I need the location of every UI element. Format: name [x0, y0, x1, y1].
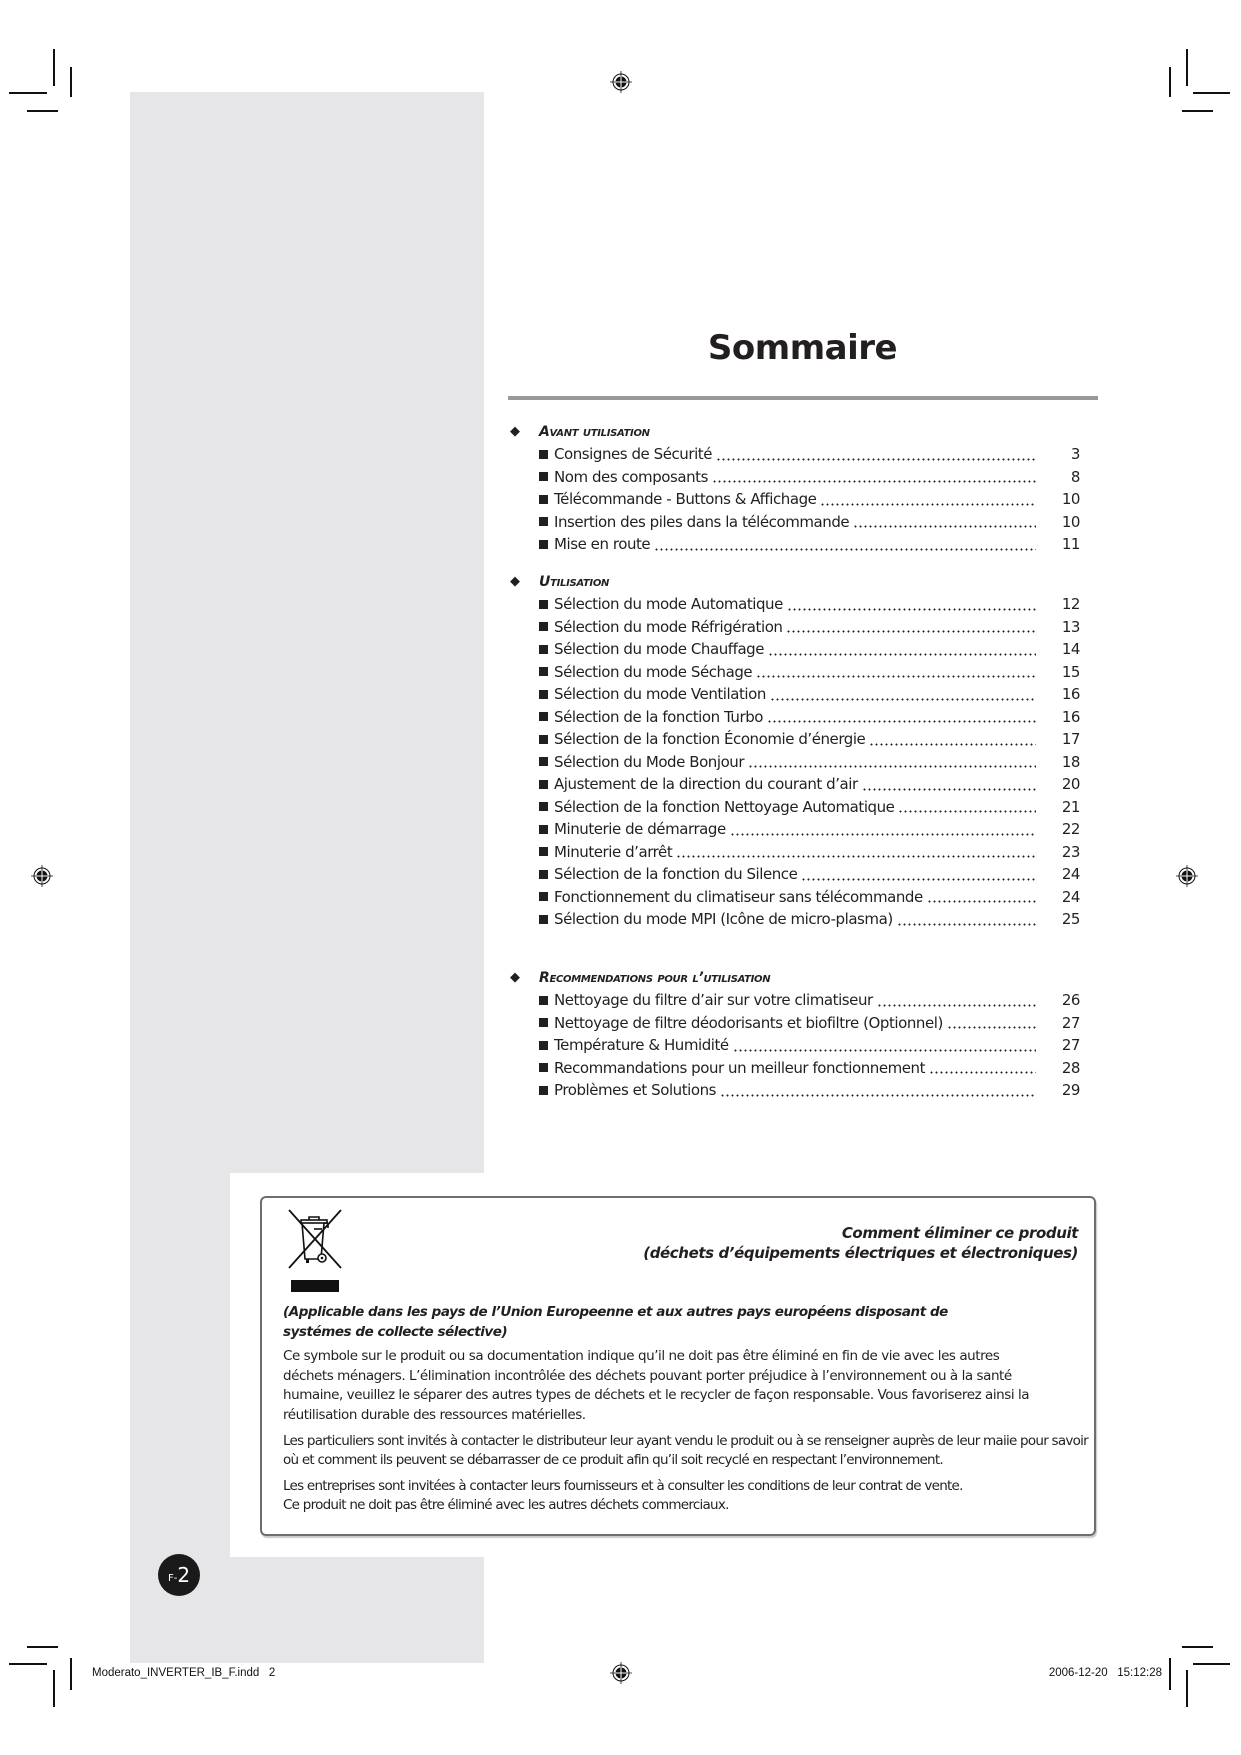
toc-entry-page: 11	[1061, 535, 1080, 553]
toc-entry-page: 18	[1061, 752, 1080, 771]
crop-mark	[53, 1670, 55, 1707]
toc-entry-label: Insertion des piles dans la télécommande	[554, 512, 850, 531]
dot-leader	[768, 653, 1036, 656]
toc-entry[interactable]	[506, 796, 1080, 819]
toc-entry-label: Sélection du mode Automatique	[554, 595, 783, 613]
toc-entry-label: Nom des composants	[554, 467, 708, 486]
footer-time: 15:12:28	[1117, 1667, 1162, 1679]
square-bullet-icon	[539, 870, 548, 879]
square-bullet-icon	[539, 622, 548, 631]
square-bullet-icon	[539, 645, 548, 654]
dot-leader	[676, 855, 1036, 858]
dot-leader	[862, 788, 1036, 791]
crop-mark	[1182, 110, 1213, 112]
toc-entry-label: Sélection du mode Réfrigération	[554, 617, 783, 636]
toc-entry-label: Problèmes et Solutions	[554, 1081, 717, 1099]
toc-entry-label: Recommandations pour un meilleur fonctionnement	[554, 1058, 926, 1077]
toc-entry-label: Fonctionnement du climatiseur sans télécommande	[554, 887, 923, 906]
registration-mark-icon	[610, 1662, 632, 1684]
toc-entry[interactable]	[506, 466, 1080, 489]
toc-entry-page: 27	[1061, 1013, 1080, 1032]
square-bullet-icon	[539, 667, 548, 676]
weee-paragraph: Les particuliers sont invités à contacter le distributeur leur ayant vendu le produit ou à se renseigner auprès de leur maiie pour savoir où et comment ils peuvent se débarrasser de ce produit afin qu’il soit recyclé en respectant l’environnement.	[283, 1432, 1088, 1469]
toc-entry-page: 3	[1070, 445, 1080, 463]
toc-entry-label: Sélection du mode MPI (Icône de micro-plasma)	[554, 910, 893, 928]
toc-entry-page: 22	[1061, 820, 1080, 838]
toc-entry[interactable]	[506, 1012, 1080, 1035]
dot-leader	[712, 480, 1036, 483]
toc-entry-page: 24	[1061, 887, 1080, 906]
toc-entry-page: 23	[1061, 842, 1080, 861]
weee-paragraph-line: Ce produit ne doit pas être éliminé avec les autres déchets commerciaux.	[283, 1497, 729, 1514]
square-bullet-icon	[539, 1063, 548, 1072]
square-bullet-icon	[539, 825, 548, 834]
toc-entry-label: Minuterie d’arrêt	[554, 842, 673, 861]
toc-entry[interactable]	[506, 886, 1080, 909]
toc-entry-page: 10	[1061, 490, 1080, 508]
toc-entry-label: Sélection du mode Chauffage	[554, 640, 765, 658]
toc-entry-page: 29	[1061, 1081, 1080, 1099]
toc-entry-page: 13	[1061, 617, 1080, 636]
square-bullet-icon	[539, 847, 548, 856]
toc-entry[interactable]	[506, 841, 1080, 864]
crop-mark	[1169, 1658, 1171, 1690]
toc-entry-label: Sélection de la fonction du Silence	[554, 865, 798, 883]
crop-mark	[9, 1663, 47, 1665]
toc-entry-page: 10	[1061, 512, 1080, 531]
crop-mark	[1186, 1670, 1188, 1707]
dot-leader	[927, 900, 1036, 903]
section-heading-label: Avant utilisation	[539, 424, 650, 440]
crossed-out-wheelie-bin-icon	[286, 1208, 344, 1272]
toc-entry-label: Ajustement de la direction du courant d’air	[554, 775, 858, 793]
toc-entry[interactable]	[506, 511, 1080, 534]
registration-mark-icon	[1176, 865, 1198, 887]
footer-filename: Moderato_INVERTER_IB_F.indd 2	[92, 1667, 276, 1679]
toc-entry-label: Sélection du mode Séchage	[554, 662, 753, 681]
dot-leader	[720, 1094, 1036, 1097]
weee-title-line2: (déchets d’équipements électriques et électroniques)	[643, 1244, 1078, 1262]
toc-entry-page: 27	[1061, 1036, 1080, 1054]
dot-leader	[947, 1026, 1036, 1029]
square-bullet-icon	[539, 540, 548, 549]
dot-leader	[770, 698, 1036, 701]
toc-entry-label: Minuterie de démarrage	[554, 820, 726, 838]
registration-mark-icon	[31, 865, 53, 887]
crop-mark	[53, 49, 55, 86]
dot-leader	[787, 608, 1036, 611]
square-bullet-icon	[539, 915, 548, 924]
dot-leader	[897, 923, 1036, 926]
dot-leader	[853, 525, 1036, 528]
toc-section-heading	[506, 967, 1080, 989]
toc-entry-label: Sélection de la fonction Nettoyage Automatique	[554, 797, 895, 816]
square-bullet-icon	[539, 996, 548, 1005]
toc-entry-page: 25	[1061, 910, 1080, 928]
dot-leader	[733, 1049, 1036, 1052]
footer-date: 2006-12-20	[1048, 1667, 1108, 1679]
toc-entry[interactable]	[506, 863, 1080, 886]
toc-entry[interactable]	[506, 1034, 1080, 1057]
dot-leader	[929, 1071, 1036, 1074]
toc-section-heading	[506, 571, 1080, 593]
dot-leader	[756, 675, 1036, 678]
crop-mark	[70, 1658, 72, 1690]
crop-mark	[1182, 1646, 1213, 1648]
square-bullet-icon	[539, 600, 548, 609]
toc-section-avant-utilisation	[506, 421, 1080, 556]
toc-entry-label: Télécommande - Buttons & Affichage	[554, 490, 817, 508]
square-bullet-icon	[539, 495, 548, 504]
square-bullet-icon	[539, 757, 548, 766]
toc-entry-page: 15	[1061, 662, 1080, 681]
section-heading-label: Recommendations pour l’utilisation	[539, 970, 771, 986]
toc-entry-label: Consignes de Sécurité	[554, 445, 712, 463]
square-bullet-icon	[539, 517, 548, 526]
toc-section-utilisation	[506, 571, 1080, 931]
weee-black-bar	[291, 1280, 339, 1292]
square-bullet-icon	[539, 892, 548, 901]
toc-entry[interactable]	[506, 443, 1080, 466]
title-rule	[508, 396, 1098, 400]
toc-entry[interactable]	[506, 488, 1080, 511]
toc-entry-page: 28	[1061, 1058, 1080, 1077]
toc-entry[interactable]	[506, 773, 1080, 796]
dot-leader	[801, 878, 1036, 881]
crop-mark	[1193, 92, 1230, 94]
weee-paragraph: Ce symbole sur le produit ou sa documentation indique qu’il ne doit pas être éliminé en fin de vie avec les autres déchets ménagers. L’élimination incontrôlée des déchets pouvant porter préjudice à l’environnement ou à la santé humaine, veuillez le séparer des autres types de déchets et le recycler de façon responsable. Vous favoriserez ainsi la réutilisation durable des ressources matérielles.	[283, 1348, 1030, 1423]
section-heading-label: Utilisation	[539, 574, 610, 590]
dot-leader	[898, 810, 1036, 813]
crop-mark	[1193, 1663, 1230, 1665]
toc-entry[interactable]	[506, 818, 1080, 841]
diamond-bullet-icon: ◆	[510, 424, 520, 439]
toc-entry[interactable]	[506, 989, 1080, 1012]
dot-leader	[654, 548, 1036, 551]
toc-entry[interactable]	[506, 751, 1080, 774]
toc-entry-label: Sélection du Mode Bonjour	[554, 752, 745, 771]
dot-leader	[786, 630, 1036, 633]
toc-entry-label: Température & Humidité	[554, 1036, 729, 1054]
page-number-prefix: F-	[167, 1573, 178, 1584]
toc-entry[interactable]	[506, 593, 1080, 616]
page-number: 2	[177, 1563, 191, 1587]
footer-timestamp	[1049, 1667, 1162, 1679]
weee-body	[283, 1303, 1088, 1516]
dot-leader	[877, 1004, 1036, 1007]
toc-entry-page: 17	[1061, 730, 1080, 748]
crop-mark	[70, 67, 72, 97]
toc-entry[interactable]	[506, 706, 1080, 729]
toc-section-recommendations	[506, 967, 1080, 1102]
square-bullet-icon	[539, 1018, 548, 1027]
dot-leader	[869, 743, 1036, 746]
toc-entry[interactable]	[506, 638, 1080, 661]
dot-leader	[767, 720, 1036, 723]
square-bullet-icon	[539, 1086, 548, 1095]
toc-entry-label: Nettoyage de filtre déodorisants et biofiltre (Optionnel)	[554, 1013, 943, 1032]
toc-entry[interactable]	[506, 908, 1080, 931]
toc-entry-page: 16	[1061, 685, 1080, 703]
crop-mark	[1186, 49, 1188, 86]
page-number-badge	[158, 1554, 200, 1596]
diamond-bullet-icon: ◆	[510, 970, 520, 985]
square-bullet-icon	[539, 472, 548, 481]
diamond-bullet-icon: ◆	[510, 574, 520, 589]
crop-mark	[1169, 67, 1171, 97]
square-bullet-icon	[539, 690, 548, 699]
toc-entry-page: 24	[1061, 865, 1080, 883]
toc-entry-page: 12	[1061, 595, 1080, 613]
page-title: Sommaire	[707, 328, 898, 368]
toc-entry-page: 16	[1061, 707, 1080, 726]
weee-title-line1: Comment éliminer ce produit	[841, 1224, 1078, 1242]
crop-mark	[27, 110, 58, 112]
dot-leader	[748, 765, 1036, 768]
toc-entry-page: 21	[1061, 797, 1080, 816]
toc-entry[interactable]	[506, 728, 1080, 751]
toc-entry[interactable]	[506, 1079, 1080, 1102]
crop-mark	[27, 1646, 58, 1648]
toc-entry[interactable]	[506, 683, 1080, 706]
square-bullet-icon	[539, 735, 548, 744]
toc-entry-label: Sélection de la fonction Turbo	[554, 707, 764, 726]
toc-section-heading	[506, 421, 1080, 443]
square-bullet-icon	[539, 712, 548, 721]
toc-entry-page: 26	[1061, 991, 1080, 1009]
square-bullet-icon	[539, 1041, 548, 1050]
toc-entry[interactable]	[506, 533, 1080, 556]
weee-applicable-note: (Applicable dans les pays de l’Union Europeenne et aux autres pays européens disposant de systémes de collecte sélective)	[283, 1304, 948, 1340]
toc-entry-label: Mise en route	[554, 535, 651, 553]
square-bullet-icon	[539, 450, 548, 459]
square-bullet-icon	[539, 780, 548, 789]
toc-entry[interactable]	[506, 661, 1080, 684]
toc-entry-label: Sélection du mode Ventilation	[554, 685, 766, 703]
square-bullet-icon	[539, 802, 548, 811]
toc-entry-page: 20	[1061, 775, 1080, 793]
registration-mark-icon	[610, 71, 632, 93]
dot-leader	[716, 458, 1036, 461]
toc-entry[interactable]	[506, 616, 1080, 639]
weee-title	[643, 1223, 1078, 1263]
toc-entry-label: Nettoyage du filtre d’air sur votre climatiseur	[554, 991, 873, 1009]
dot-leader	[730, 833, 1036, 836]
dot-leader	[820, 503, 1036, 506]
weee-paragraph-line: Les entreprises sont invitées à contacter leurs fournisseurs et à consulter les conditions de leur contrat de vente.	[283, 1477, 963, 1494]
crop-mark	[9, 92, 47, 94]
toc-entry-page: 8	[1070, 467, 1080, 486]
toc-entry-label: Sélection de la fonction Économie d’énergie	[554, 730, 866, 748]
toc-entry-page: 14	[1061, 640, 1080, 658]
toc-entry[interactable]	[506, 1057, 1080, 1080]
